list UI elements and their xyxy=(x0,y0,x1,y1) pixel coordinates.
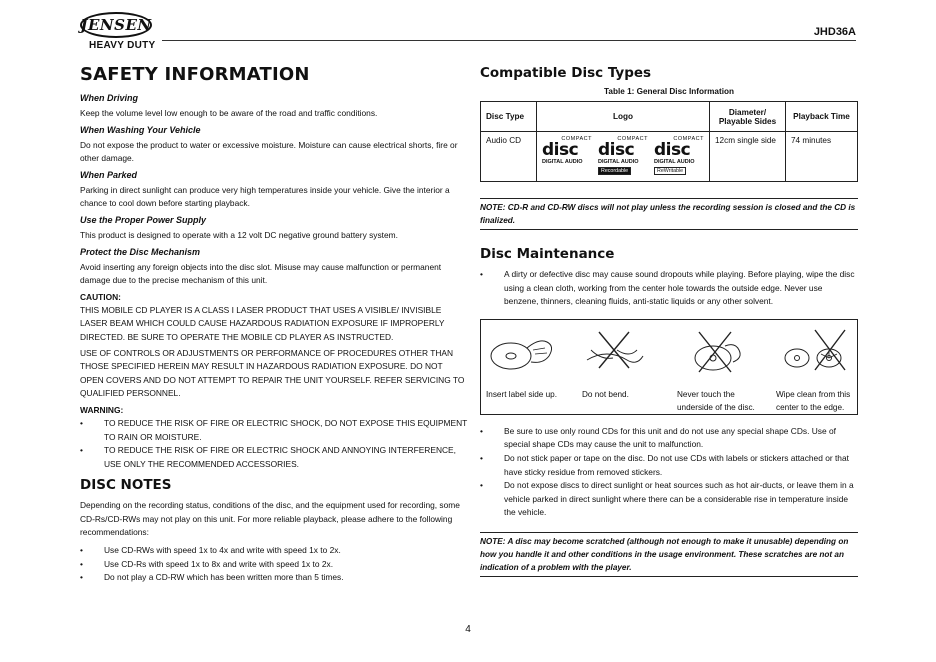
hand-holding-disc-icon xyxy=(481,320,575,384)
list-item: • Do not play a CD-RW which has been written more than 5 times. xyxy=(80,572,344,583)
section-heading: When Washing Your Vehicle xyxy=(80,124,201,135)
list-item: • Use CD-Rs with speed 1x to 8x and write with speed 1x to 2x. xyxy=(80,558,334,569)
diameter-cell: 12cm single side xyxy=(710,132,786,182)
section-text: This product is designed to operate with a 12 volt DC negative ground battery system. xyxy=(80,229,398,240)
model-number: JHD36A xyxy=(813,26,856,38)
column-header: Playback Time xyxy=(786,102,858,132)
figure-caption: Do not bend. xyxy=(582,389,629,399)
figure-caption: Wipe clean from this center to the edge. xyxy=(776,389,851,412)
column-header: Logo xyxy=(537,102,710,132)
header-rule xyxy=(162,40,856,41)
note-scratches: NOTE: A disc may become scratched (although not enough to make it unusable) depending on how you handle it and other conditions in the usage environment. These scratches are not an indication of a problem with the player. xyxy=(480,532,858,577)
caution-label: CAUTION: xyxy=(80,291,121,302)
compat-title: Compatible Disc Types xyxy=(480,65,652,81)
section-text: Parking in direct sunlight can produce very high temperatures inside your vehicle. Give the interior a chance to cool down before starting playback. xyxy=(80,184,450,209)
figure-panel xyxy=(481,320,575,416)
maintenance-title: Disc Maintenance xyxy=(480,246,615,262)
right-column xyxy=(480,62,858,577)
column-header: Disc Type xyxy=(481,102,537,132)
wiping-disc-crossed-icon xyxy=(771,320,859,384)
figure-caption: Insert label side up. xyxy=(486,389,558,399)
list-item: • TO REDUCE THE RISK OF FIRE OR ELECTRIC SHOCK, DO NOT EXPOSE THIS EQUIPMENT TO RAIN OR MOISTURE. xyxy=(80,417,468,442)
section-text: Avoid inserting any foreign objects into the disc slot. Misuse may cause malfunction or permanent damage due to the precise mechanism of this unit. xyxy=(80,261,442,286)
section-heading: Protect the Disc Mechanism xyxy=(80,246,201,257)
table-caption: Table 1: General Disc Information xyxy=(604,87,734,96)
compact-disc-rewritable-logo: COMPACT disc DIGITAL AUDIO ReWritable xyxy=(654,136,704,174)
section-text: Do not expose the product to water or excessive moisture. Moisture can cause electrical shorts, fire or other damage. xyxy=(80,139,458,164)
list-item: • Be sure to use only round CDs for this unit and do not use any special shape CDs. Use of special shape CDs may cause the unit to malfunction. xyxy=(480,425,836,450)
compact-disc-logo: COMPACT disc DIGITAL AUDIO xyxy=(542,136,592,165)
caution-text: THIS MOBILE CD PLAYER IS A CLASS I LASER PRODUCT THAT USES A VISIBLE/ INVISIBLE LASER BEAM WHICH COULD CAUSE HAZARDOUS RADIATION EXPOSURE IF IMPROPERLY DIRECTED. BE SURE TO OPERATE THE MOBILE CD PLAYER AS INSTRUCTED. xyxy=(80,304,445,342)
caution-text: USE OF CONTROLS OR ADJUSTMENTS OR PERFORMANCE OF PROCEDURES OTHER THAN THOSE SPECIFIED HEREIN MAY RESULT IN HAZARDOUS RADIATION EXPOSURE. DO NOT OPEN COVERS AND DO NOT ATTEMPT TO REPAIR THE UNIT YOURSELF. REFER SERVICING TO QUALIFIED PERSONNEL. xyxy=(80,347,465,399)
column-header: Diameter/ Playable Sides xyxy=(710,102,786,132)
disc-type-cell: Audio CD xyxy=(481,132,537,182)
logo-cell xyxy=(537,132,710,182)
note-finalized: NOTE: CD-R and CD-RW discs will not play unless the recording session is closed and the CD is finalized. xyxy=(480,198,858,230)
jensen-logo xyxy=(80,12,156,56)
logo-brand-sub: HEAVY DUTY xyxy=(89,40,156,51)
list-item: • TO REDUCE THE RISK OF FIRE OR ELECTRIC SHOCK AND ANNOYING INTERFERENCE, USE ONLY THE RECOMMENDED ACCESSORIES. xyxy=(80,445,456,469)
playback-cell: 74 minutes xyxy=(786,132,858,182)
section-heading: Use the Proper Power Supply xyxy=(80,214,207,225)
figure-panel xyxy=(771,320,859,416)
disc-handling-figure xyxy=(480,319,858,415)
section-heading: When Driving xyxy=(80,93,138,103)
section-text: Keep the volume level low enough to be aware of the road and traffic conditions. xyxy=(80,108,378,118)
page-number: 4 xyxy=(465,624,471,635)
figure-caption: Never touch the underside of the disc. xyxy=(677,389,755,412)
bent-disc-crossed-icon xyxy=(577,320,671,384)
left-column xyxy=(80,62,468,585)
disc-notes-title: DISC NOTES xyxy=(80,477,172,494)
safety-title: SAFETY INFORMATION xyxy=(80,64,310,85)
disc-notes-text: Depending on the recording status, conditions of the disc, and the equipment used for recording, some CD-Rs/CD-RWs may not play on this unit. For more reliable playback, please adhere to the following recommendations: xyxy=(80,500,460,538)
list-item: • Use CD-RWs with speed 1x to 4x and write with speed 1x to 2x. xyxy=(80,545,341,556)
figure-panel xyxy=(673,320,769,416)
logo-brand: JENSEN xyxy=(80,16,152,34)
warning-label: WARNING: xyxy=(80,404,124,415)
table-row xyxy=(481,132,858,182)
table-header-row xyxy=(481,102,858,132)
touching-disc-crossed-icon xyxy=(673,320,769,384)
list-item: • Do not expose discs to direct sunlight or heat sources such as hot air-ducts, or leave them in a vehicle parked in direct sunlight where there can be a considerable rise in temperature inside the vehicle. xyxy=(480,480,854,518)
list-item: • Do not stick paper or tape on the disc. Do not use CDs with labels or stickers attached or that have sticky residue from removed stickers. xyxy=(480,452,849,477)
disc-table xyxy=(480,101,858,182)
compact-disc-recordable-logo: COMPACT disc DIGITAL AUDIO Recordable xyxy=(598,136,648,174)
figure-panel xyxy=(577,320,671,416)
section-heading: When Parked xyxy=(80,169,138,180)
list-item: • A dirty or defective disc may cause sound dropouts while playing. Before playing, wipe the disc using a clean cloth, working from the center hole towards the outside edge. Never use benzene, thinners, cleaning fluids, anti-static liquids or any other solvent. xyxy=(480,269,855,307)
